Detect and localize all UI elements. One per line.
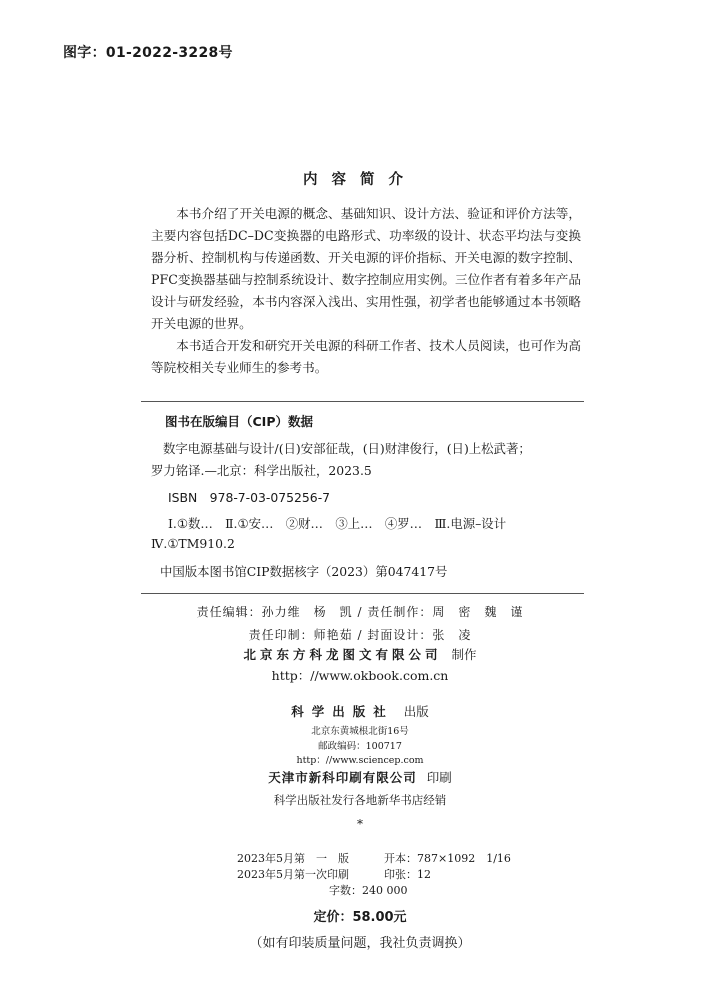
credits-editors: 责任编辑：孙力维 杨 凯 / 责任制作：周 密 魏 谨 (196, 605, 524, 619)
credits-print-cover: 责任印制：师艳茹 / 封面设计：张 凌 (248, 628, 472, 642)
producer-website: http：//www.okbook.com.cn (271, 668, 449, 683)
cip-top-divider (141, 401, 584, 402)
producer-name: 北京东方科龙图文有限公司 (243, 647, 442, 662)
registration-number: 图字：01-2022-3228号 (63, 45, 233, 61)
cip-record-number: 中国版本图书馆CIP数据核字（2023）第047417号 (160, 564, 448, 579)
publisher-address: 北京东黄城根北街16号 (311, 726, 409, 737)
cip-class-line-1: Ⅰ.①数… Ⅱ.①安… ②财… ③上… ④罗… Ⅲ.电源–设计 (168, 516, 507, 531)
sheets-info: 印张：12 (384, 868, 431, 881)
producer-row (0, 645, 720, 663)
cip-isbn: ISBN 978-7-03-075256-7 (168, 490, 331, 505)
publisher-row (0, 702, 720, 720)
printer-name: 天津市新科印刷有限公司 (268, 770, 417, 785)
printing-info: 2023年5月第一次印刷 (237, 868, 349, 881)
producer-role: 制作 (451, 647, 477, 662)
publisher-name: 科学出版社 (291, 704, 394, 719)
cip-author-line-1: 数字电源基础与设计/(日)安部征哉，(日)财津俊行，(日)上松武著； (163, 441, 531, 456)
intro-paragraph-1: 本书介绍了开关电源的概念、基础知识、设计方法、验证和评价方法等，主要内容包括DC–DC变换器的电路形式、功率级的设计、状态平均法与变换器分析、控制机构与传递函数、开关电源的评价指标、开关电源的数字控制、PFC变换器基础与控制系统设计、数字控制应用实例。三位作者有着多年产品设计与研发经验，本书内容深入浅出、实用性强，初学者也能够通过本书领略开关电源的世界。 (151, 206, 581, 331)
cip-heading: 图书在版编目（CIP）数据 (165, 414, 313, 429)
intro-title: 内容简介 (303, 172, 417, 188)
publisher-url: http：//www.sciencep.com (296, 755, 424, 766)
distribution-note: 科学出版社发行各地新华书店经销 (273, 793, 447, 807)
edition-info: 2023年5月第 一 版 (237, 852, 349, 865)
price: 定价：58.00元 (313, 910, 407, 925)
printer-role: 印刷 (426, 770, 452, 785)
cip-bottom-divider (141, 593, 584, 594)
quality-notice: （如有印装质量问题，我社负责调换） (249, 936, 471, 951)
publisher-role: 出版 (403, 704, 429, 719)
format-info: 开本：787×1092 1/16 (384, 852, 511, 865)
intro-body (151, 203, 581, 379)
publisher-postcode: 邮政编码：100717 (318, 741, 402, 752)
cip-class-line-2: Ⅳ.①TM910.2 (151, 536, 235, 551)
words-info: 字数：240 000 (329, 884, 408, 897)
separator-asterisk: * (357, 817, 363, 831)
printer-row (0, 768, 720, 786)
intro-paragraph-2: 本书适合开发和研究开关电源的科研工作者、技术人员阅读，也可作为高等院校相关专业师生的参考书。 (151, 338, 581, 375)
cip-author-line-2: 罗力铭译.—北京：科学出版社，2023.5 (151, 463, 372, 478)
